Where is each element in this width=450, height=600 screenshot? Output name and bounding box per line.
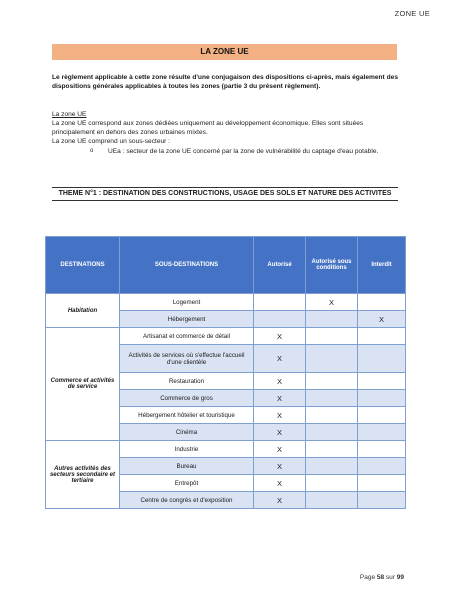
autorise-sous-conditions-cell	[306, 328, 358, 345]
autorise-cell: X	[254, 492, 306, 509]
interdit-cell: X	[358, 311, 406, 328]
interdit-cell	[358, 345, 406, 373]
sub-destination-cell: Commerce de gros	[120, 390, 254, 407]
table-header-row	[46, 237, 406, 294]
table-row	[46, 441, 406, 458]
autorise-cell: X	[254, 458, 306, 475]
autorise-sous-conditions-cell	[306, 390, 358, 407]
interdit-cell	[358, 475, 406, 492]
interdit-cell	[358, 441, 406, 458]
interdit-cell	[358, 328, 406, 345]
zone-ue-heading: La zone UE	[52, 111, 87, 118]
autorise-cell: X	[254, 441, 306, 458]
destination-cell: Habitation	[46, 294, 120, 328]
autorise-sous-conditions-cell	[306, 311, 358, 328]
intro-paragraph: Le règlement applicable à cette zone résulte d'une conjugaison des dispositions ci-après, mais également des dispositions générales applicables à toutes les zones (partie 3 du présent règlement).	[52, 74, 398, 90]
interdit-cell	[358, 424, 406, 441]
header-autorise: Autorisé	[254, 237, 306, 294]
autorise-sous-conditions-cell	[306, 475, 358, 492]
page-sep: sur	[385, 574, 395, 581]
zone-ue-description	[52, 110, 398, 156]
interdit-cell	[358, 294, 406, 311]
autorise-sous-conditions-cell	[306, 345, 358, 373]
header-autorise-sous-conditions: Autorisé sous conditions	[306, 237, 358, 294]
destination-cell: Autres activités des secteurs secondaire et tertiaire	[46, 441, 120, 509]
table-row	[46, 294, 406, 311]
autorise-sous-conditions-cell	[306, 373, 358, 390]
interdit-cell	[358, 458, 406, 475]
interdit-cell	[358, 407, 406, 424]
interdit-cell	[358, 492, 406, 509]
sub-destination-cell: Restauration	[120, 373, 254, 390]
sub-destination-cell: Logement	[120, 294, 254, 311]
autorise-sous-conditions-cell	[306, 441, 358, 458]
interdit-cell	[358, 373, 406, 390]
sub-destination-cell: Cinéma	[120, 424, 254, 441]
autorise-sous-conditions-cell	[306, 492, 358, 509]
header-sous-destinations: SOUS-DESTINATIONS	[120, 237, 254, 294]
sub-destination-cell: Activités de services où s'effectue l'accueil d'une clientèle	[120, 345, 254, 373]
autorise-cell: X	[254, 475, 306, 492]
sub-destination-cell: Artisanat et commerce de détail	[120, 328, 254, 345]
autorise-cell: X	[254, 390, 306, 407]
zone-title: LA ZONE UE	[52, 44, 397, 60]
autorise-cell: X	[254, 424, 306, 441]
autorise-sous-conditions-cell	[306, 407, 358, 424]
table-body	[46, 294, 406, 509]
destinations-table	[45, 236, 406, 509]
autorise-sous-conditions-cell	[306, 458, 358, 475]
page-footer	[360, 574, 404, 581]
header-destinations: DESTINATIONS	[46, 237, 120, 294]
autorise-cell: X	[254, 373, 306, 390]
header-interdit: Interdit	[358, 237, 406, 294]
page-total: 99	[396, 574, 404, 581]
sub-destination-cell: Centre de congrès et d'exposition	[120, 492, 254, 509]
page-label: Page	[359, 574, 376, 581]
destination-cell: Commerce et activités de service	[46, 328, 120, 441]
autorise-cell	[254, 294, 306, 311]
autorise-cell: X	[254, 328, 306, 345]
zone-ue-paragraph: La zone UE correspond aux zones dédiées uniquement au développement économique. Elles sont situées principalement en dehors des zones urbaines mixtes.	[52, 120, 364, 136]
autorise-cell: X	[254, 407, 306, 424]
page-number: 58	[376, 574, 385, 581]
autorise-sous-conditions-cell: X	[306, 294, 358, 311]
subsector-item: o UEa : secteur de la zone UE concerné par la zone de vulnérabilité du captage d'eau potable.	[98, 147, 398, 156]
zone-ue-subsector-intro: La zone UE comprend un sous-secteur :	[52, 138, 171, 145]
autorise-cell	[254, 311, 306, 328]
sub-destination-cell: Industrie	[120, 441, 254, 458]
sub-destination-cell: Hébergement	[120, 311, 254, 328]
section-header: ZONE UE	[394, 9, 430, 18]
sub-destination-cell: Bureau	[120, 458, 254, 475]
theme-heading: THEME N°1 : DESTINATION DES CONSTRUCTIONS, USAGE DES SOLS ET NATURE DES ACTIVITES	[52, 187, 398, 201]
interdit-cell	[358, 390, 406, 407]
table-row	[46, 328, 406, 345]
autorise-cell: X	[254, 345, 306, 373]
sub-destination-cell: Hébergement hôtelier et touristique	[120, 407, 254, 424]
autorise-sous-conditions-cell	[306, 424, 358, 441]
sub-destination-cell: Entrepôt	[120, 475, 254, 492]
subsector-list	[52, 147, 398, 156]
